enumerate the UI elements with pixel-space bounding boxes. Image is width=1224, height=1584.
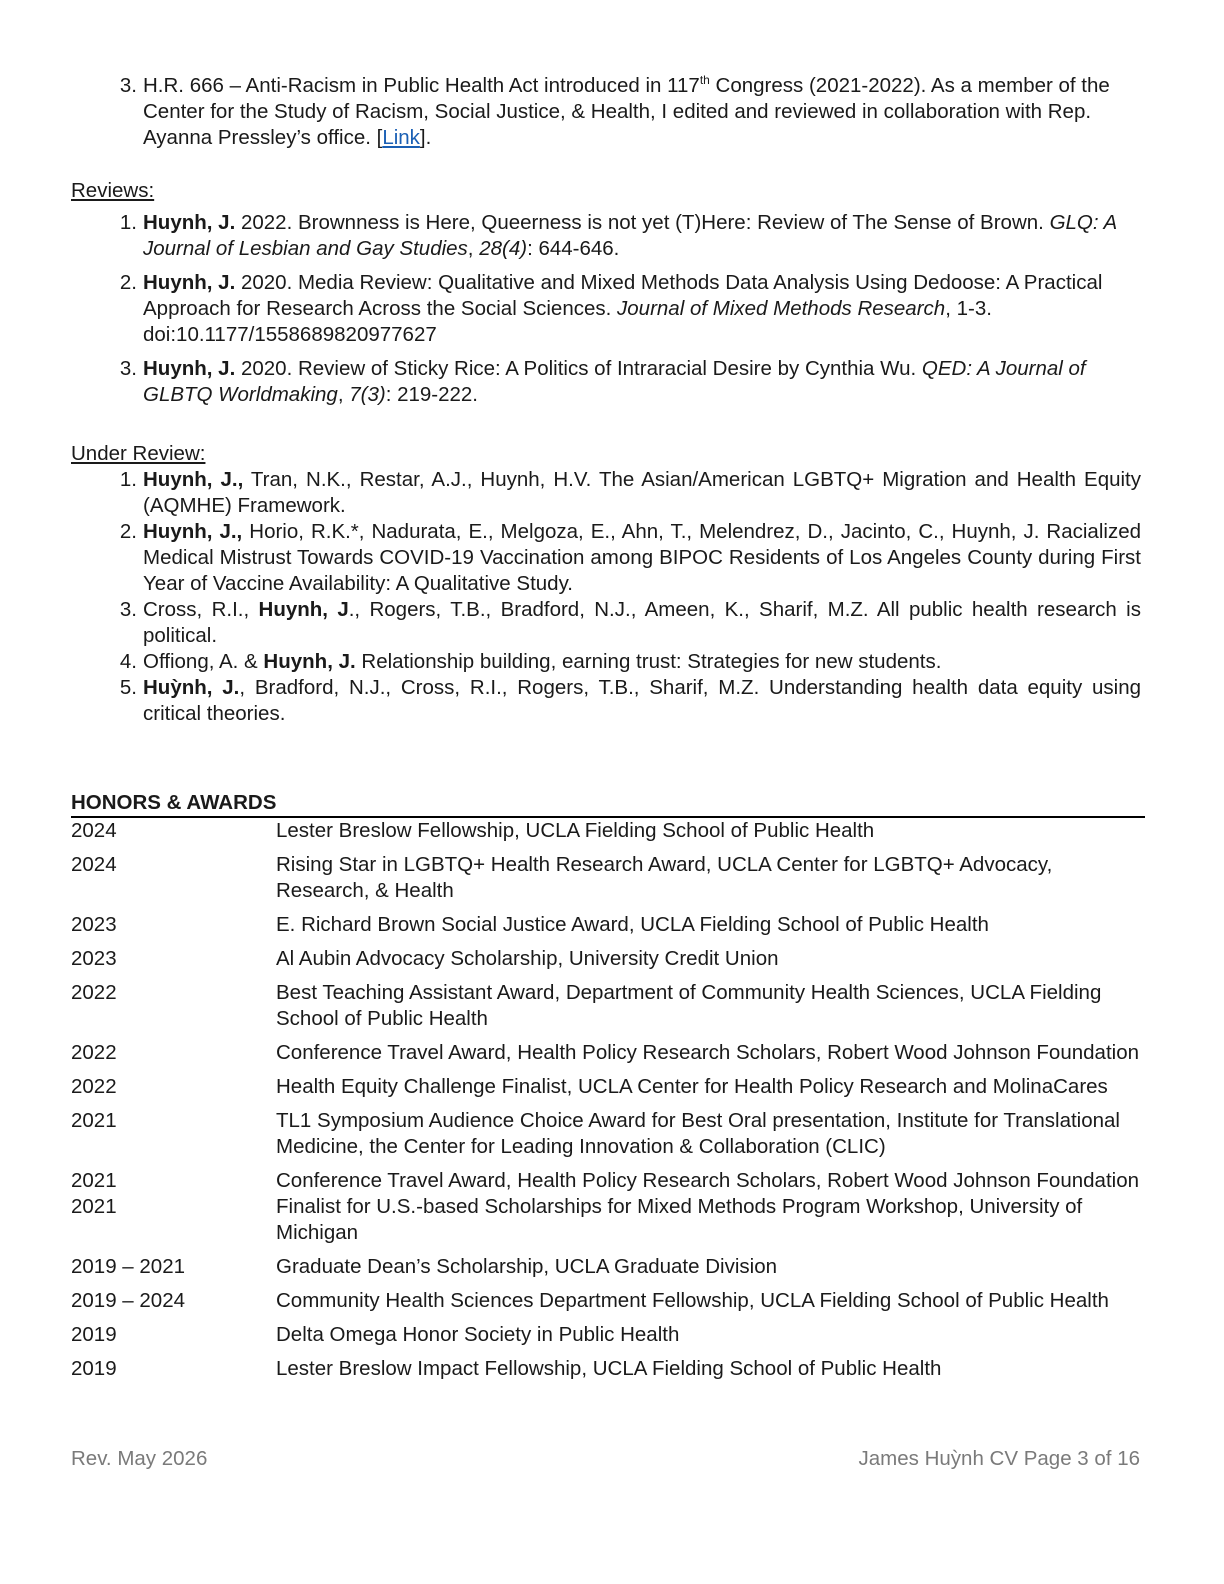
table-row: [71, 904, 1145, 938]
separator: ,: [337, 383, 350, 406]
award-year: 2022: [71, 981, 117, 1004]
award-name: Lester Breslow Impact Fellowship, UCLA Fielding School of Public Health: [276, 1357, 942, 1380]
journal-name: GLQ: A Journal of Lesbian and Gay Studies: [143, 211, 1117, 260]
pages: : 644-646.: [527, 237, 620, 260]
authors-before: Cross, R.I.,: [143, 598, 259, 621]
review-text: 2022. Brownness is Here, Queerness is not yet (T)Here: Review of The Sense of Brown.: [235, 211, 1050, 234]
honors-title: HONORS & AWARDS: [71, 791, 277, 814]
award-name: Al Aubin Advocacy Scholarship, University Credit Union: [276, 947, 779, 970]
award-name: E. Richard Brown Social Justice Award, UCLA Fielding School of Public Health: [276, 913, 989, 936]
reviews-list: [71, 210, 1141, 408]
award-name: Community Health Sciences Department Fellowship, UCLA Fielding School of Public Health: [276, 1289, 1109, 1312]
award-name: Health Equity Challenge Finalist, UCLA Center for Health Policy Research and MolinaCares: [276, 1075, 1108, 1098]
table-row: [71, 1280, 1145, 1314]
award-year: 2019: [71, 1357, 117, 1380]
volume: 7(3): [349, 383, 386, 406]
author-name: Huynh, J.: [143, 211, 236, 234]
review-text: 2020. Review of Sticky Rice: A Politics of Intraracial Desire by Cynthia Wu.: [235, 357, 922, 380]
list-number: 3 .: [107, 73, 137, 99]
table-row: [71, 818, 1145, 844]
revision-date: Rev. May 2026: [71, 1447, 208, 1470]
review-item: [71, 270, 1141, 348]
honors-table: [71, 818, 1145, 1382]
award-year: 2024: [71, 853, 117, 876]
award-name: Rising Star in LGBTQ+ Health Research Award, UCLA Center for LGBTQ+ Advocacy, Research, & Health: [276, 853, 1053, 902]
under-review-item: [71, 649, 1141, 675]
policy-item: [71, 73, 1141, 151]
award-name: Lester Breslow Fellowship, UCLA Fielding School of Public Health: [276, 819, 875, 842]
table-row: [71, 1348, 1145, 1382]
review-item: [71, 356, 1141, 408]
review-text: 2020. Media Review: Qualitative and Mixed Methods Data Analysis Using Dedoose: A Practical Approach for Research Across the Social Sciences.: [143, 271, 1103, 320]
table-row: [71, 972, 1145, 1032]
under-review-item: [71, 519, 1141, 597]
award-name: TL1 Symposium Audience Choice Award for Best Oral presentation, Institute for Translational Medicine, the Center for Leading Innovation & Collaboration (CLIC): [276, 1109, 1120, 1158]
list-number: 1 .: [107, 210, 137, 236]
table-row: [71, 1066, 1145, 1100]
award-name: Delta Omega Honor Society in Public Health: [276, 1323, 680, 1346]
authors-before: Offiong, A. &: [143, 650, 264, 673]
table-row: [71, 1246, 1145, 1280]
under-review-item: [71, 675, 1141, 727]
author-name: Huỳnh, J.: [143, 676, 240, 699]
award-year: 2022: [71, 1075, 117, 1098]
volume: 28(4): [479, 237, 528, 260]
reviews-heading: Reviews:: [71, 179, 155, 202]
award-year: 2019 – 2024: [71, 1289, 186, 1312]
award-name: Conference Travel Award, Health Policy Research Scholars, Robert Wood Johnson Foundation: [276, 1169, 1139, 1192]
table-row: [71, 1100, 1145, 1160]
list-number: 3 .: [107, 597, 137, 623]
table-row: [71, 844, 1145, 904]
review-item: [71, 210, 1141, 262]
policy-link[interactable]: Link: [382, 126, 420, 149]
citation-text: Horio, R.K.*, Nadurata, E., Melgoza, E., Ahn, T., Melendrez, D., Jacinto, C., Huynh, J. Racialized Medical Mistrust Towards COVID-19 Vaccination among BIPOC Residents of Los Angeles County during First Year of Vaccine Availability: A Qualitative Study.: [143, 520, 1141, 595]
policy-text-cont: Congress (2021-2022). As a member of the Center for the Study of Racism, Social Justice, & Health, I edited and reviewed in collaboration with Rep. Ayanna Pressley’s office. [: [143, 74, 1110, 149]
list-number: 1 .: [107, 467, 137, 493]
award-name: Best Teaching Assistant Award, Department of Community Health Sciences, UCLA Fielding School of Public Health: [276, 981, 1102, 1030]
honors-section: [71, 790, 1145, 1382]
under-review-item: [71, 597, 1141, 649]
award-year: 2023: [71, 913, 117, 936]
list-number: 2 .: [107, 270, 137, 296]
journal-name: Journal of Mixed Methods Research: [617, 297, 946, 320]
separator: ,: [945, 297, 957, 320]
policy-text: H.R. 666 – Anti-Racism in Public Health Act introduced in 117: [143, 74, 700, 97]
pages: : 219-222.: [385, 383, 479, 406]
separator: ,: [467, 237, 480, 260]
award-year: 2021: [71, 1109, 117, 1132]
page-number: James Huỳnh CV Page 3 of 16: [858, 1447, 1140, 1470]
author-name: Huynh, J.,: [143, 520, 243, 543]
award-name: Finalist for U.S.-based Scholarships for Mixed Methods Program Workshop, University of Michigan: [276, 1195, 1083, 1244]
award-year: 2021: [71, 1169, 117, 1192]
table-row: [71, 1032, 1145, 1066]
award-year: 2024: [71, 819, 117, 842]
citation-text: , Bradford, N.J., Cross, R.I., Rogers, T.B., Sharif, M.Z. Understanding health data equity using critical theories.: [143, 676, 1141, 725]
citation-text: Tran, N.K., Restar, A.J., Huynh, H.V. The Asian/American LGBTQ+ Migration and Health Equity (AQMHE) Framework.: [143, 468, 1141, 517]
table-row: [71, 1194, 1145, 1246]
list-number: 4 .: [107, 649, 137, 675]
under-review-item: [71, 467, 1141, 519]
award-year: 2019: [71, 1323, 117, 1346]
table-row: [71, 1160, 1145, 1194]
author-name: Huynh, J.: [143, 271, 236, 294]
list-number: 5 .: [107, 675, 137, 701]
citation-text: Relationship building, earning trust: Strategies for new students.: [355, 650, 942, 673]
policy-text-end: ].: [419, 126, 432, 149]
award-year: 2019 – 2021: [71, 1255, 186, 1278]
citation-text: ., Rogers, T.B., Bradford, N.J., Ameen, K., Sharif, M.Z. All public health research is political.: [143, 598, 1141, 647]
award-year: 2022: [71, 1041, 117, 1064]
author-name: Huynh, J.: [143, 357, 236, 380]
author-name: Huynh, J.,: [143, 468, 244, 491]
table-row: [71, 938, 1145, 972]
award-name: Conference Travel Award, Health Policy Research Scholars, Robert Wood Johnson Foundation: [276, 1041, 1139, 1064]
author-name: Huynh, J.: [263, 650, 356, 673]
under-review-list: [71, 467, 1141, 727]
policy-list: [71, 73, 1141, 151]
award-year: 2021: [71, 1195, 117, 1218]
journal-name: QED: A Journal of GLBTQ Worldmaking: [143, 357, 1086, 406]
author-name: Huynh, J: [258, 598, 349, 621]
award-name: Graduate Dean’s Scholarship, UCLA Graduate Division: [276, 1255, 777, 1278]
pages: 1-3. doi:10.1177/1558689820977627: [143, 297, 992, 346]
table-row: [71, 1314, 1145, 1348]
list-number: 3 .: [107, 356, 137, 382]
award-year: 2023: [71, 947, 117, 970]
list-number: 2 .: [107, 519, 137, 545]
reviews-section: [71, 178, 1141, 408]
under-review-section: [71, 441, 1141, 727]
under-review-heading: Under Review:: [71, 442, 206, 465]
ordinal-suffix: th: [699, 73, 710, 88]
